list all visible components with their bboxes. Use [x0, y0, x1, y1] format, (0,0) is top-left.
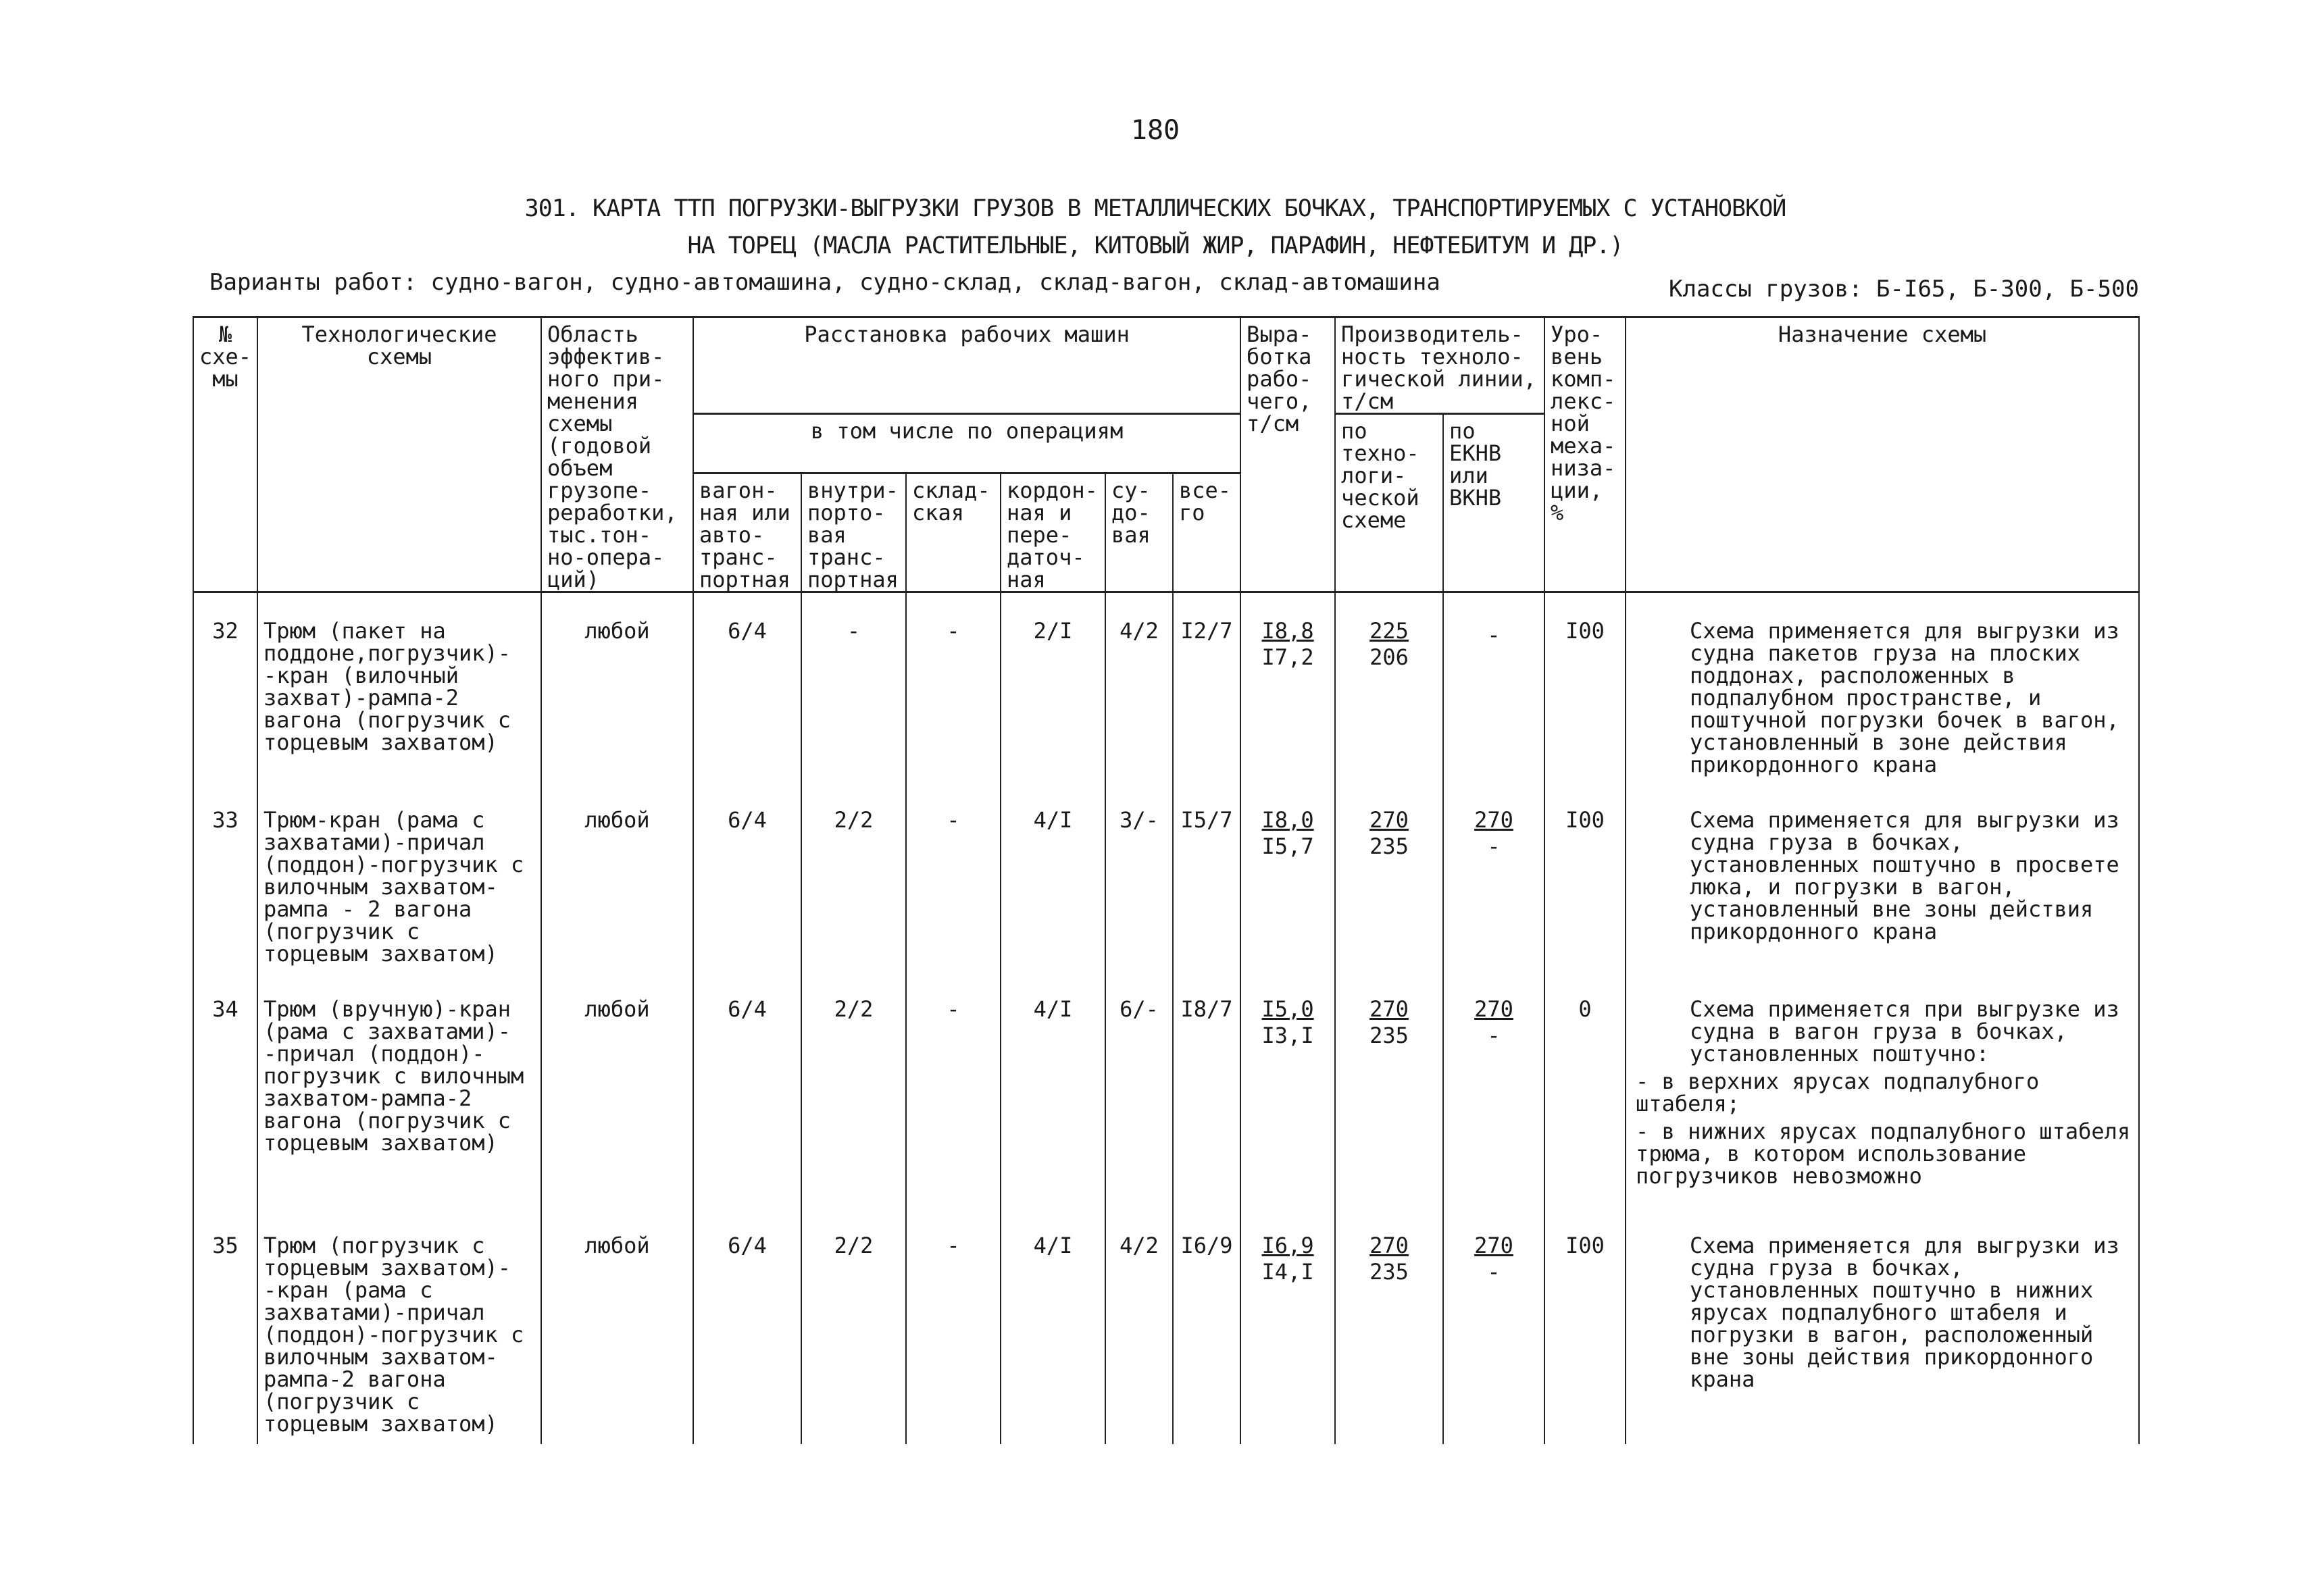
cell-prod-scheme	[1335, 1208, 1443, 1444]
header-arrangement: Расстановка рабочих машин	[693, 317, 1240, 414]
purpose-line: Схема применяется для выгрузки из судна пакетов груза на плоских поддонах, расположенных в подпалубном пространстве, и поштучной погрузки бочек в вагон, установленный в зоне действия прикордонного крана	[1690, 618, 2119, 777]
output-top: I5,0	[1261, 996, 1314, 1022]
cell-mechanization: I00	[1544, 1208, 1626, 1444]
output-bottom: I4,I	[1261, 1259, 1314, 1285]
header-prod-scheme: по техно- логи- ческой схеме	[1335, 414, 1443, 592]
header-num: № схе- мы	[193, 317, 257, 592]
cell-area: любой	[541, 971, 693, 1208]
cell-output	[1240, 782, 1335, 971]
output-top: I8,8	[1261, 618, 1314, 644]
title-line-2: НА ТОРЕЦ (МАСЛА РАСТИТЕЛЬНЫЕ, КИТОВЫЙ ЖИР, ПАРАФИН, НЕФТЕБИТУМ И ДР.)	[687, 232, 1624, 259]
output-bottom: I5,7	[1261, 833, 1314, 859]
output-bottom: I7,2	[1261, 644, 1314, 670]
cell-op-ship: 6/-	[1105, 971, 1173, 1208]
cell-mechanization: I00	[1544, 592, 1626, 783]
norm-bottom: -	[1487, 1023, 1501, 1048]
header-mechanization: Уро- вень комп- лекс- ной меха- низа- ции, %	[1544, 317, 1626, 592]
cell-op-warehouse: -	[906, 971, 1001, 1208]
cell-op-internal: -	[801, 592, 906, 783]
header-op-total: все- го	[1173, 473, 1240, 592]
norm-top: -	[1487, 622, 1501, 648]
header-op-cordon: кордон- ная и пере- даточ- ная	[1001, 473, 1105, 592]
cell-area: любой	[541, 1208, 693, 1444]
prod-bottom: 206	[1369, 644, 1409, 670]
prod-bottom: 235	[1369, 833, 1409, 859]
purpose-line: Схема применяется для выгрузки из судна груза в бочках, установленных поштучно в просвете люка, и погрузки в вагон, установленный вне зоны действия прикордонного крана	[1690, 807, 2119, 944]
purpose-line: Схема применяется при выгрузке из судна в вагон груза в бочках, установленных поштучно:	[1690, 996, 2119, 1066]
cell-purpose	[1626, 592, 2139, 783]
cell-num: 35	[193, 1208, 257, 1444]
cell-mechanization: 0	[1544, 971, 1626, 1208]
cell-op-total: I8/7	[1173, 971, 1240, 1208]
norm-top: 270	[1474, 996, 1513, 1022]
cell-op-ship: 3/-	[1105, 782, 1173, 971]
work-variants: Варианты работ: судно-вагон, судно-автомашина, судно-склад, склад-вагон, склад-автомашина	[209, 269, 1440, 296]
cell-op-warehouse: -	[906, 782, 1001, 971]
prod-bottom: 235	[1369, 1023, 1409, 1048]
cell-op-cordon: 4/I	[1001, 1208, 1105, 1444]
cell-op-wagon: 6/4	[693, 782, 801, 971]
cell-op-wagon: 6/4	[693, 971, 801, 1208]
output-top: I6,9	[1261, 1233, 1314, 1258]
cell-prod-norm	[1443, 782, 1544, 971]
table-row	[193, 1208, 2139, 1444]
cell-tech: Трюм (вручную)-кран (рама с захватами)- -причал (поддон)-погрузчик с вилочным захватом-рампа-2 вагона (погрузчик с торцевым захватом)	[257, 971, 541, 1208]
header-productivity: Производитель- ность техноло- гической линии, т/см	[1335, 317, 1544, 414]
cell-area: любой	[541, 782, 693, 971]
header-op-wagon: вагон- ная или авто- транс- портная	[693, 473, 801, 592]
header-output: Выра- ботка рабо- чего, т/см	[1240, 317, 1335, 592]
purpose-line: - в верхних ярусах подпалубного штабеля;	[1636, 1069, 2040, 1116]
cell-purpose	[1626, 971, 2139, 1208]
header-prod-norm: по ЕКНВ или ВКНВ	[1443, 414, 1544, 592]
header-op-warehouse: склад- ская	[906, 473, 1001, 592]
cell-op-cordon: 4/I	[1001, 782, 1105, 971]
cell-op-internal: 2/2	[801, 782, 906, 971]
cell-prod-scheme	[1335, 592, 1443, 783]
cargo-classes: Классы грузов: Б-I65, Б-300, Б-500	[1669, 276, 2139, 303]
cell-op-warehouse: -	[906, 1208, 1001, 1444]
purpose-line: Схема применяется для выгрузки из судна груза в бочках, установленных поштучно в нижних ярусах подпалубного штабеля и погрузки в вагон, расположенный вне зоны действия прикордонного крана	[1690, 1233, 2119, 1392]
cell-op-internal: 2/2	[801, 1208, 906, 1444]
prod-top: 270	[1369, 1233, 1409, 1258]
output-top: I8,0	[1261, 807, 1314, 833]
norm-bottom: -	[1487, 1259, 1501, 1285]
cell-area: любой	[541, 592, 693, 783]
cell-op-wagon: 6/4	[693, 1208, 801, 1444]
cell-op-internal: 2/2	[801, 971, 906, 1208]
cell-prod-norm	[1443, 1208, 1544, 1444]
prod-top: 270	[1369, 996, 1409, 1022]
purpose-line: - в нижних ярусах подпалубного штабеля трюма, в котором использование погрузчиков невозможно	[1636, 1118, 2131, 1189]
cell-output	[1240, 971, 1335, 1208]
header-op-internal: внутри- порто- вая транс- портная	[801, 473, 906, 592]
output-bottom: I3,I	[1261, 1023, 1314, 1048]
cell-prod-norm	[1443, 592, 1544, 783]
header-purpose: Назначение схемы	[1626, 317, 2139, 592]
norm-top: 270	[1474, 807, 1513, 833]
page-title	[378, 190, 1932, 265]
cell-purpose	[1626, 782, 2139, 971]
prod-bottom: 235	[1369, 1259, 1409, 1285]
cell-op-ship: 4/2	[1105, 1208, 1173, 1444]
cell-op-ship: 4/2	[1105, 592, 1173, 783]
cell-tech: Трюм (погрузчик с торцевым захватом)- -кран (рама с захватами)-причал (поддон)-погрузчик с вилочным захватом-рампа-2 вагона (погрузчик с торцевым захватом)	[257, 1208, 541, 1444]
header-including: в том числе по операциям	[693, 414, 1240, 473]
technology-table	[193, 316, 2140, 1444]
cell-mechanization: I00	[1544, 782, 1626, 971]
page-number: 180	[1130, 115, 1180, 146]
cell-prod-norm	[1443, 971, 1544, 1208]
header-area: Область эффектив- ного при- менения схемы (годовой объем грузопе- реработки, тыс.тон- но-опера- ций)	[541, 317, 693, 592]
cell-op-total: I6/9	[1173, 1208, 1240, 1444]
header-tech: Технологические схемы	[257, 317, 541, 592]
table-row	[193, 592, 2139, 783]
cell-op-wagon: 6/4	[693, 592, 801, 783]
cell-tech: Трюм-кран (рама с захватами)-причал (поддон)-погрузчик с вилочным захватом-рампа - 2 вагона (погрузчик с торцевым захватом)	[257, 782, 541, 971]
norm-top: 270	[1474, 1233, 1513, 1258]
cell-prod-scheme	[1335, 782, 1443, 971]
cell-op-cordon: 2/I	[1001, 592, 1105, 783]
cell-output	[1240, 1208, 1335, 1444]
cell-output	[1240, 592, 1335, 783]
norm-bottom: -	[1487, 833, 1501, 859]
cell-op-warehouse: -	[906, 592, 1001, 783]
prod-top: 270	[1369, 807, 1409, 833]
title-line-1: 301. КАРТА ТТП ПОГРУЗКИ-ВЫГРУЗКИ ГРУЗОВ В МЕТАЛЛИЧЕСКИХ БОЧКАХ, ТРАНСПОРТИРУЕМЫХ С УСТАНОВКОЙ	[524, 195, 1786, 222]
cell-op-total: I2/7	[1173, 592, 1240, 783]
prod-top: 225	[1369, 618, 1409, 644]
table-row	[193, 782, 2139, 971]
cell-op-total: I5/7	[1173, 782, 1240, 971]
cell-op-cordon: 4/I	[1001, 971, 1105, 1208]
cell-prod-scheme	[1335, 971, 1443, 1208]
cell-purpose	[1626, 1208, 2139, 1444]
header-op-ship: су- до- вая	[1105, 473, 1173, 592]
cell-num: 34	[193, 971, 257, 1208]
cell-num: 32	[193, 592, 257, 783]
table-row	[193, 971, 2139, 1208]
cell-num: 33	[193, 782, 257, 971]
cell-tech: Трюм (пакет на поддоне,погрузчик)- -кран (вилочный захват)-рампа-2 вагона (погрузчик с торцевым захватом)	[257, 592, 541, 783]
